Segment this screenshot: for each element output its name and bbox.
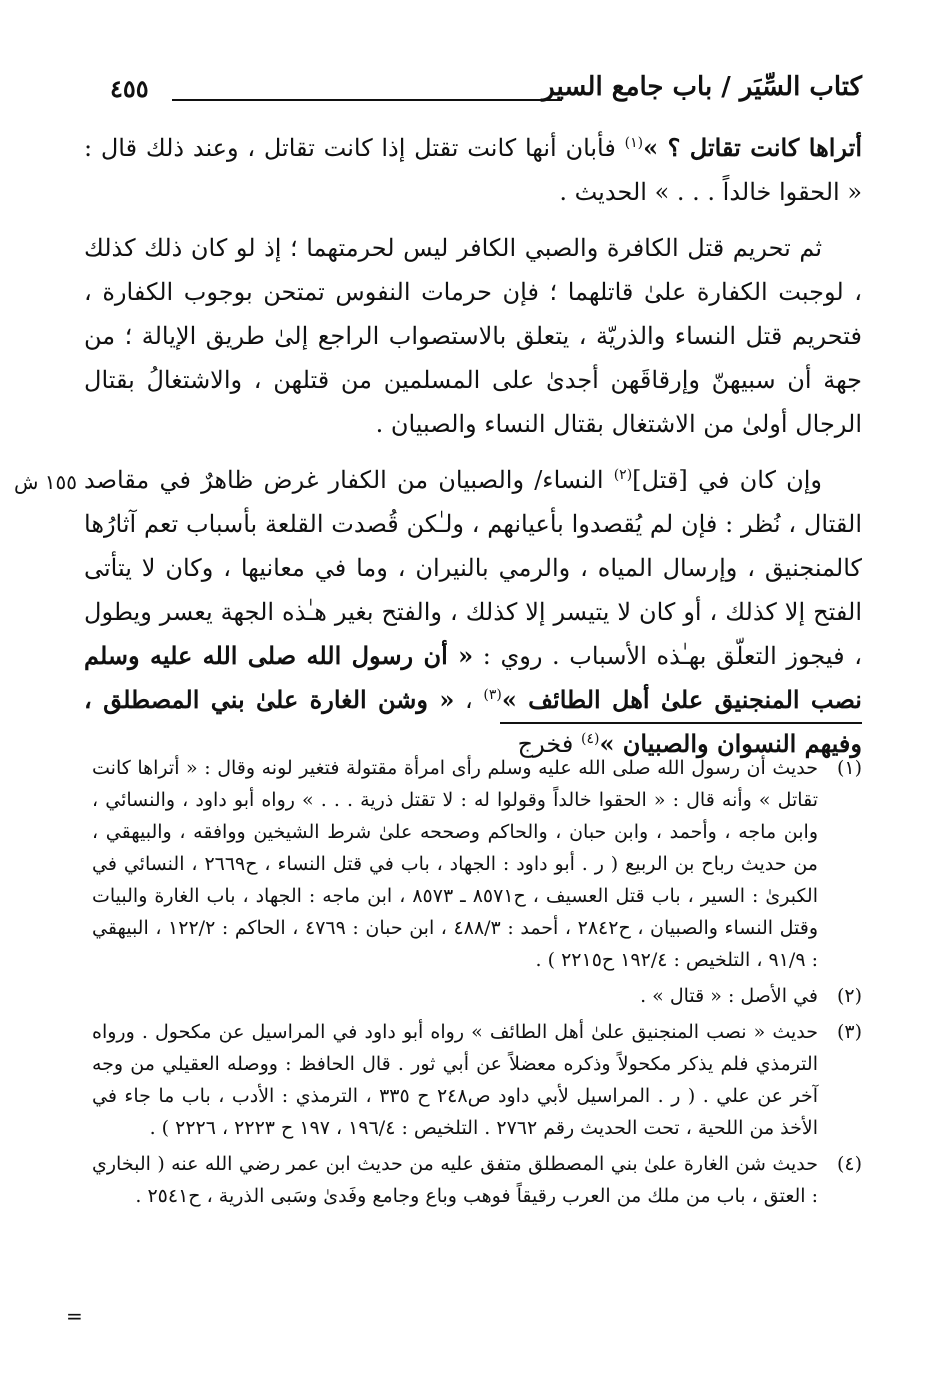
footnote-text: حديث شن الغارة علىٰ بني المصطلق متفق عليه من حديث ابن عمر رضي الله عنه ( البخاري : العتق ، باب من ملك من العرب رقيقاً فوهب وباع وجامع وفَدىٰ وسَبى الذرية ، ح٢٥٤١ . [92, 1153, 818, 1207]
footnote-text: في الأصل : « قتال » . [640, 985, 818, 1007]
page-number: ٤٥٥ [110, 74, 149, 103]
body-paragraph [84, 226, 862, 446]
text-run: فأبان أنها كانت تقتل إذا كانت تقاتل ، وعند ذلك قال : « الحقوا خالداً . . . » الحديث . [84, 134, 862, 206]
body-paragraph [84, 458, 862, 766]
footnote-number: (٤) [836, 1153, 862, 1175]
footnote-separator [500, 722, 862, 724]
footnote-number: (٢) [836, 985, 862, 1007]
footnote [92, 980, 862, 1012]
text-run: وإن كان في [قتل] [632, 466, 822, 494]
text-run: فخرج [517, 730, 581, 758]
footnote-ref: (١) [624, 135, 644, 151]
header-rule [172, 99, 562, 101]
text-run: « وشن الغارة علىٰ بني المصطلق ، وفيهم النسوان والصبيان » [84, 685, 862, 758]
footnote-text: حديث أن رسول الله صلى الله عليه وسلم رأى امرأة مقتولة فتغير لونه وقال : « أتراها كانت تقاتل » وأنه قال : « الحقوا خالداً وقولوا له : لا تقتل ذرية . . . » رواه أبو داود ، والنسائي ، وابن ماجه ، وأحمد ، وابن حبان ، والحاكم وصححه علىٰ شرط الشيخين ووافقه ، والبيهقي ، من حديث رباح بن الربيع ( ر . أبو داود : الجهاد ، باب في قتل النساء ، ح٢٦٦٩ ، النسائي في الكبرىٰ : السير ، باب قتل العسيف ، ح٨٥٧١ ـ ٨٥٧٣ ، ابن ماجه : الجهاد ، باب الغارة والبيات وقتل النساء والصبيان ، ح٢٨٤٢ ، أحمد : ٤٨٨/٣ ، ابن حبان : ٤٧٦٩ ، الحاكم : ١٢٢/٢ ، البيهقي : ٩١/٩ ، التلخيص : ١٩٢/٤ ح٢٢١٥ ) . [92, 757, 818, 971]
footnote [92, 1016, 862, 1144]
footnote-ref: (٤) [580, 731, 600, 747]
footnote [92, 1148, 862, 1212]
footnote-ref: (٢) [613, 467, 633, 483]
text-run: ثم تحريم قتل الكافرة والصبي الكافر ليس لحرمتهما ؛ إذ لو كان ذلك كذلك ، لوجبت الكفارة علىٰ قاتلهما ؛ فإن حرمات النفوس تمتحن بوجوب الكفارة ، فتحريم قتل النساء والذريّة ، يتعلق بالاستصواب الراجع إلىٰ طريق الإيالة ؛ من جهة أن سبيهنّ وإرقاقَهن أجدىٰ على المسلمين من قتلهن ، والاشتغالُ بقتال الرجال أولىٰ من الاشتغال بقتال النساء والصبيان . [84, 234, 862, 438]
footnote-ref: (٣) [483, 687, 502, 703]
text-run: « أن رسول الله صلى الله عليه وسلم نصب المنجنيق علىٰ أهل الطائف » [84, 641, 862, 714]
text-run: ، [454, 686, 484, 714]
footnote-number: (٣) [836, 1021, 862, 1043]
body-paragraph [84, 126, 862, 214]
main-text [84, 126, 862, 766]
text-run: النساء/ والصبيان من الكفار غرض ظاهرٌ في مقاصد القتال ، نُظر : فإن لم يُقصدوا بأعيانهم ، ولـٰكن قُصدت القلعة بأسباب تعم آثارُها كالمنجنيق ، وإرسال المياه ، والرمي بالنيران ، وما في معانيها ، وكان لا يتأتى الفتح إلا كذلك ، أو كان لا يتيسر إلا كذلك ، والفتح بغير هـٰذه الجهة يعسر ويطول ، فيجوز التعلّق بهـٰذه الأسباب . روي : [84, 466, 862, 670]
footnote [92, 752, 862, 976]
footnotes [92, 752, 862, 1216]
footnote-text: حديث « نصب المنجنيق علىٰ أهل الطائف » رواه أبو داود في المراسيل عن مكحول . ورواه الترمذي فلم يذكر مكحولاً وذكره معضلاً عن أبي ثور . قال الحافظ : ووصله العقيلي من وجه آخر عن علي . ( ر . المراسيل لأبي داود ص٢٤٨ ح ٣٣٥ ، الترمذي : الأدب ، باب ما جاء في الأخذ من اللحية ، تحت الحديث رقم ٢٧٦٢ . التلخيص : ١٩٦/٤ ، ١٩٧ ح ٢٢٢٣ ، ٢٢٢٦ ) . [92, 1021, 819, 1139]
running-header [110, 72, 862, 112]
text-run: أتراها كانت تقاتل ؟ » [643, 133, 862, 162]
margin-folio-note: ١٥٥ ش [14, 470, 78, 494]
corner-mark: = [66, 1304, 83, 1328]
header-title: كتاب السِّيَر / باب جامع السير [542, 72, 862, 102]
footnote-number: (١) [836, 757, 862, 779]
